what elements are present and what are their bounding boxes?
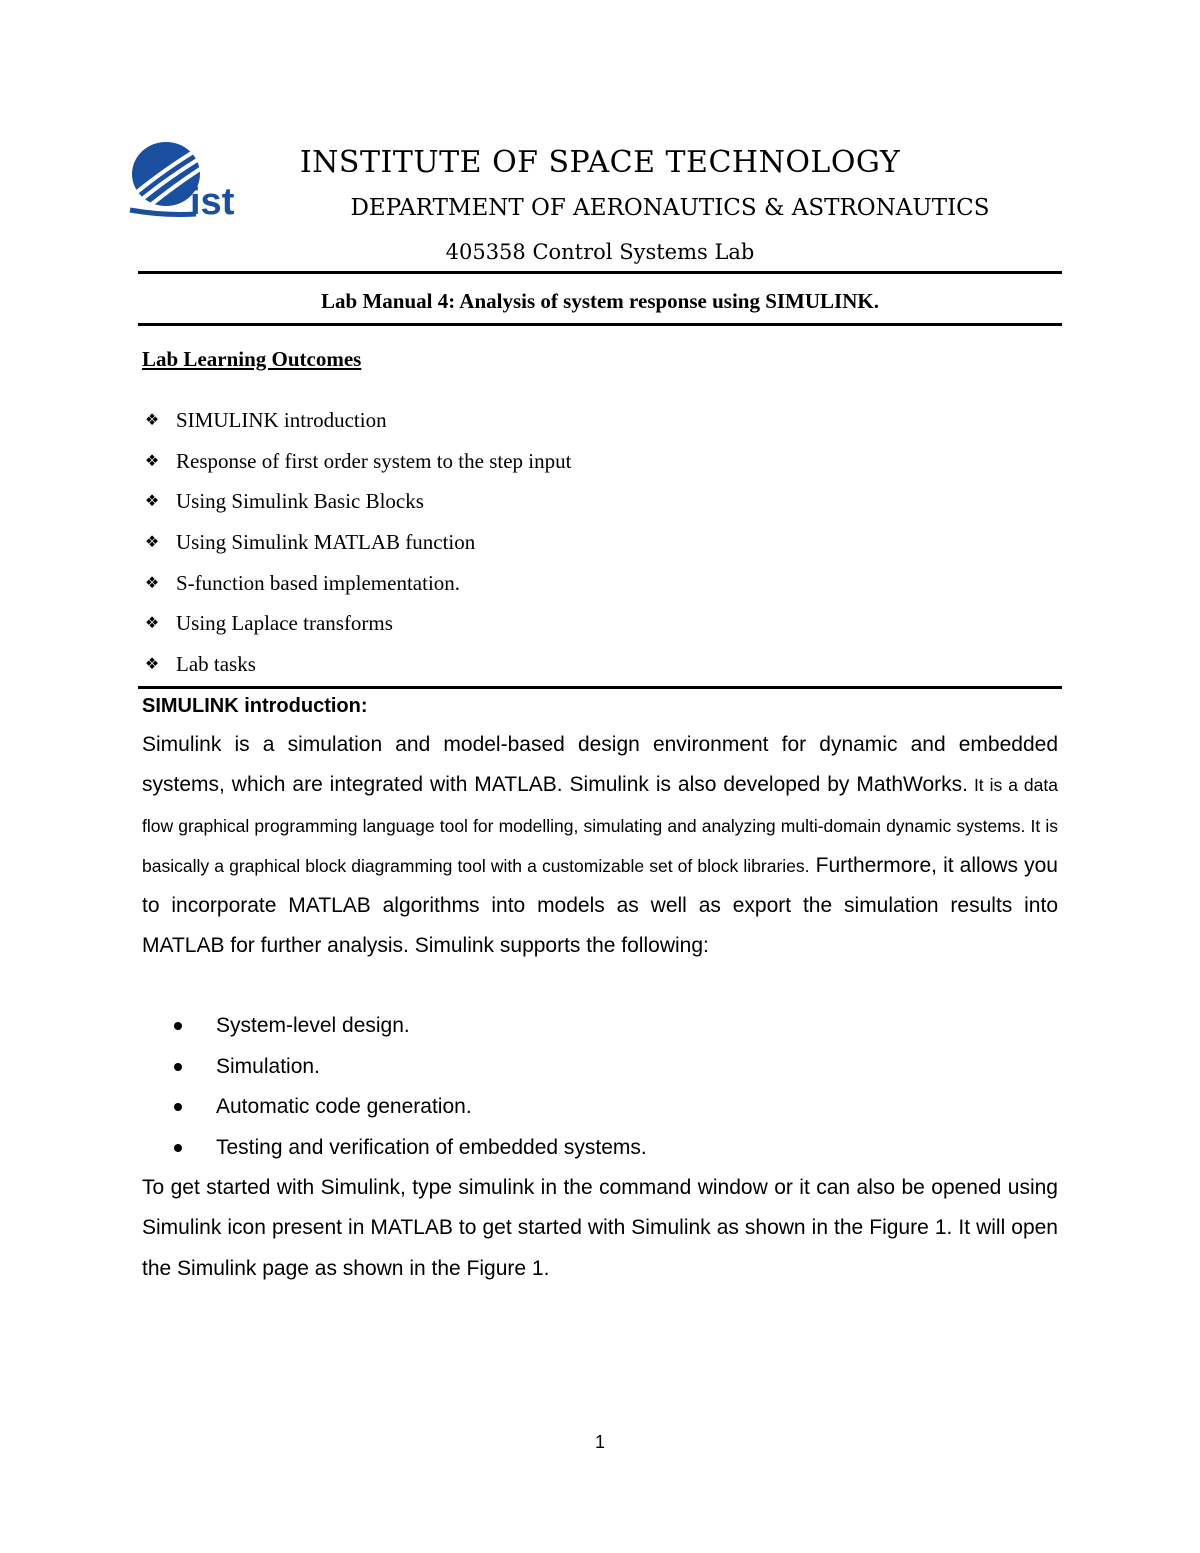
list-item: ❖ Using Simulink MATLAB function [142,522,571,563]
outcomes-heading: Lab Learning Outcomes [142,347,362,371]
divider-middle [138,323,1062,326]
page-number: 1 [594,1432,605,1452]
list-item: Testing and verification of embedded systems. [170,1128,647,1169]
bullet-icon [174,1103,182,1111]
bullet-icon [174,1144,182,1152]
list-item: Automatic code generation. [170,1087,647,1128]
intro-paragraph: Simulink is a simulation and model-based design environment for dynamic and embedded systems, which are integrated with MATLAB. Simulink is also developed by MathWorks. It is a data flow graphical programming language tool for modelling, simulating and analyzing multi-domain dynamic systems. It is basically a graphical block diagramming tool with a customizable set of block libraries. Furthermore, it allows you to incorporate MATLAB algorithms into models as well as export the simulation results into MATLAB for further analysis. Simulink supports the following: [142,733,1058,958]
list-item: ❖ SIMULINK introduction [142,400,571,441]
diamond-bullet-icon: ❖ [144,450,160,470]
diamond-bullet-icon: ❖ [144,613,160,633]
list-item: ❖ Using Laplace transforms [142,603,571,644]
features-list [170,1006,647,1168]
diamond-bullet-icon: ❖ [144,532,160,552]
bullet-icon [174,1022,182,1030]
outcomes-list [142,400,571,684]
list-item: ❖ S-function based implementation. [142,562,571,603]
department-title: DEPARTMENT OF AERONAUTICS & ASTRONAUTICS [350,195,990,221]
section-heading: SIMULINK introduction: [142,695,368,717]
institute-title: INSTITUTE OF SPACE TECHNOLOGY [299,145,901,180]
diamond-bullet-icon: ❖ [144,410,160,430]
list-item: ❖ Lab tasks [142,644,571,685]
getting-started-paragraph: To get started with Simulink, type simulink in the command window or it can also be opened using Simulink icon present in MATLAB to get started with Simulink as shown in the Figure 1. It will open the Simulink page as shown in the Figure 1. [142,1176,1058,1280]
lab-manual-title: Lab Manual 4: Analysis of system response using SIMULINK. [321,289,879,313]
course-title: 405358 Control Systems Lab [445,240,755,264]
list-item: System-level design. [170,1006,647,1047]
svg-text:ist: ist [190,181,235,220]
bullet-icon [174,1063,182,1071]
list-item: ❖ Response of first order system to the step input [142,441,571,482]
divider-top [138,271,1062,274]
divider-bottom [138,686,1062,689]
list-item: ❖ Using Simulink Basic Blocks [142,481,571,522]
diamond-bullet-icon: ❖ [144,491,160,511]
diamond-bullet-icon: ❖ [144,653,160,673]
diamond-bullet-icon: ❖ [144,572,160,592]
list-item: Simulation. [170,1047,647,1088]
